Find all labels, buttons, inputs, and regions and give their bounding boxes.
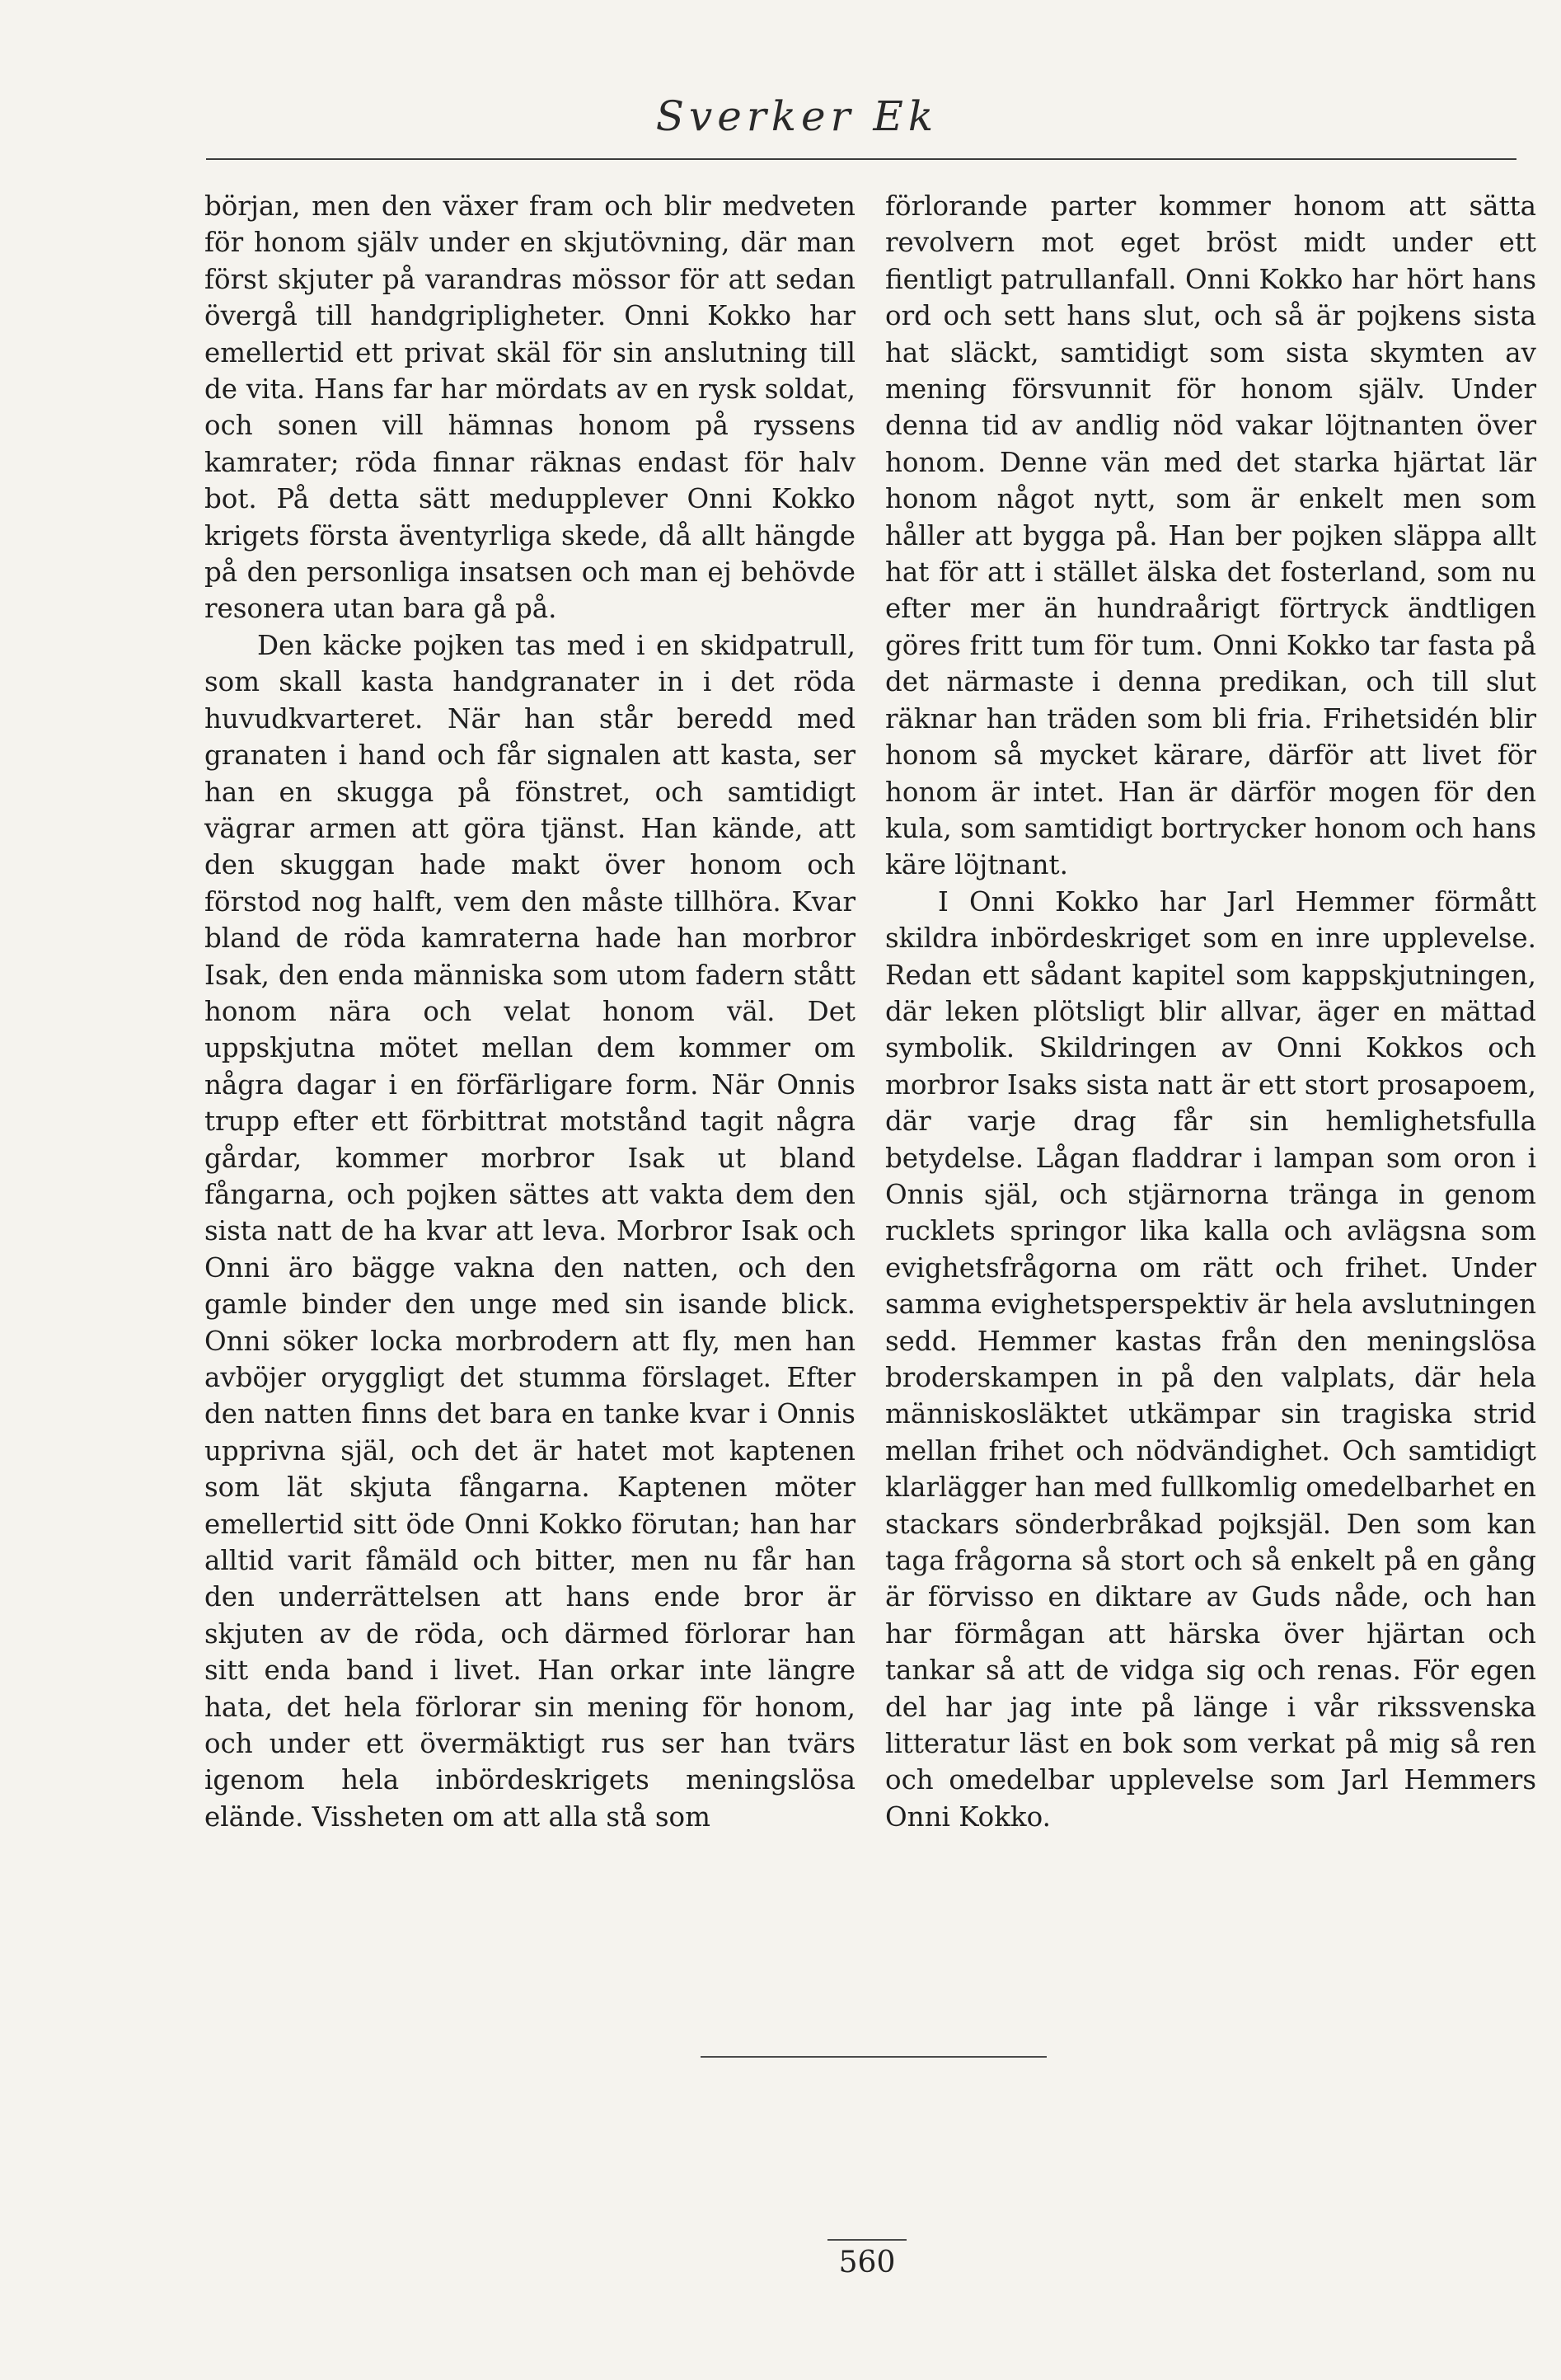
running-header: Sverker Ek: [655, 92, 939, 140]
right-column: [885, 188, 1536, 1835]
paragraph: I Onni Kokko har Jarl Hemmer förmått skildra inbördeskriget som en inre upplevelse. Redan ett sådant kapitel som kappskjutningen, där leken plötsligt blir allvar, äger en mättad symbolik. Skildringen av Onni Kokkos och morbror Isaks sista natt är ett stort prosapoem, där varje drag får sin hemlighetsfulla betydelse. Lågan fladdrar i lampan som oron i Onnis själ, och stjärnorna tränga in genom rucklets springor lika kalla och avlägsna som evighetsfrågorna om rätt och frihet. Under samma evighetsperspektiv är hela avslutningen sedd. Hemmer kastas från den meningslösa broderskampen in på den valplats, där hela människosläktet utkämpar sin tragiska strid mellan frihet och nödvändighet. Och samtidigt klarlägger han med fullkomlig omedelbarhet en stackars sönderbråkad pojksjäl. Den som kan taga frågorna så stort och så enkelt på en gång är förvisso en diktare av Guds nåde, och han har förmågan att härska över hjärtan och tankar så att de vidga sig och renas. För egen del har jag inte på länge i vår rikssvenska litteratur läst en bok som verkat på mig så ren och omedelbar upplevelse som Jarl Hemmers Onni Kokko.: [885, 885, 1536, 1833]
page-number-rule: [827, 2239, 907, 2241]
page-number: 560: [838, 2246, 896, 2279]
end-rule: [701, 2056, 1047, 2058]
left-column: [204, 188, 856, 1835]
header-rule: [206, 158, 1516, 160]
paragraph: början, men den växer fram och blir medveten för honom själv under en skjutövning, där man först skjuter på varandras mössor för att sedan övergå till handgripligheter. Onni Kokko har emellertid ett privat skäl för sin anslutning till de vita. Hans far har mördats av en rysk soldat, och sonen vill hämnas honom på ryssens kamrater; röda finnar räknas endast för halv bot. På detta sätt medupplever Onni Kokko krigets första äventyrliga skede, då allt hängde på den personliga insatsen och man ej behövde resonera utan bara gå på.: [204, 190, 856, 625]
paragraph: Den käcke pojken tas med i en skidpatrull, som skall kasta handgranater in i det röda huvudkvarteret. När han står beredd med granaten i hand och får signalen att kasta, ser han en skugga på fönstret, och samtidigt vägrar armen att göra tjänst. Han kände, att den skuggan hade makt över honom och förstod nog halft, vem den måste tillhöra. Kvar bland de röda kamraterna hade han morbror Isak, den enda människa som utom fadern stått honom nära och velat honom väl. Det uppskjutna mötet mellan dem kommer om några dagar i en förfärligare form. När Onnis trupp efter ett förbittrat motstånd tagit några gårdar, kommer morbror Isak ut bland fångarna, och pojken sättes att vakta dem den sista natt de ha kvar att leva. Morbror Isak och Onni äro bägge vakna den natten, och den gamle binder den unge med sin isande blick. Onni söker locka morbrodern att fly, men han avböjer oryggligt det stumma förslaget. Efter den natten finns det bara en tanke kvar i Onnis upprivna själ, och det är hatet mot kaptenen som lät skjuta fångarna. Kaptenen möter emellertid sitt öde Onni Kokko förutan; han har alltid varit fåmäld och bitter, men nu får han den underrättelsen att hans ende bror är skjuten av de röda, och därmed förlorar han sitt enda band i livet. Han orkar inte längre hata, det hela förlorar sin mening för honom, och under ett övermäktigt rus ser han tvärs igenom hela inbördeskrigets meningslösa elände. Vissheten om att alla stå som: [204, 629, 856, 1833]
paragraph: förlorande parter kommer honom att sätta revolvern mot eget bröst midt under ett fientligt patrullanfall. Onni Kokko har hört hans ord och sett hans slut, och så är pojkens sista hat släckt, samtidigt som sista skymten av mening försvunnit för honom själv. Under denna tid av andlig nöd vakar löjtnanten över honom. Denne vän med det starka hjärtat lär honom något nytt, som är enkelt men som håller att bygga på. Han ber pojken släppa allt hat för att i stället älska det fosterland, som nu efter mer än hundraårigt förtryck ändtligen göres fritt tum för tum. Onni Kokko tar fasta på det närmaste i denna predikan, och till slut räknar han träden som bli fria. Frihetsidén blir honom så mycket kärare, därför att livet för honom är intet. Han är därför mogen för den kula, som samtidigt bortrycker honom och hans käre löjtnant.: [885, 190, 1536, 881]
